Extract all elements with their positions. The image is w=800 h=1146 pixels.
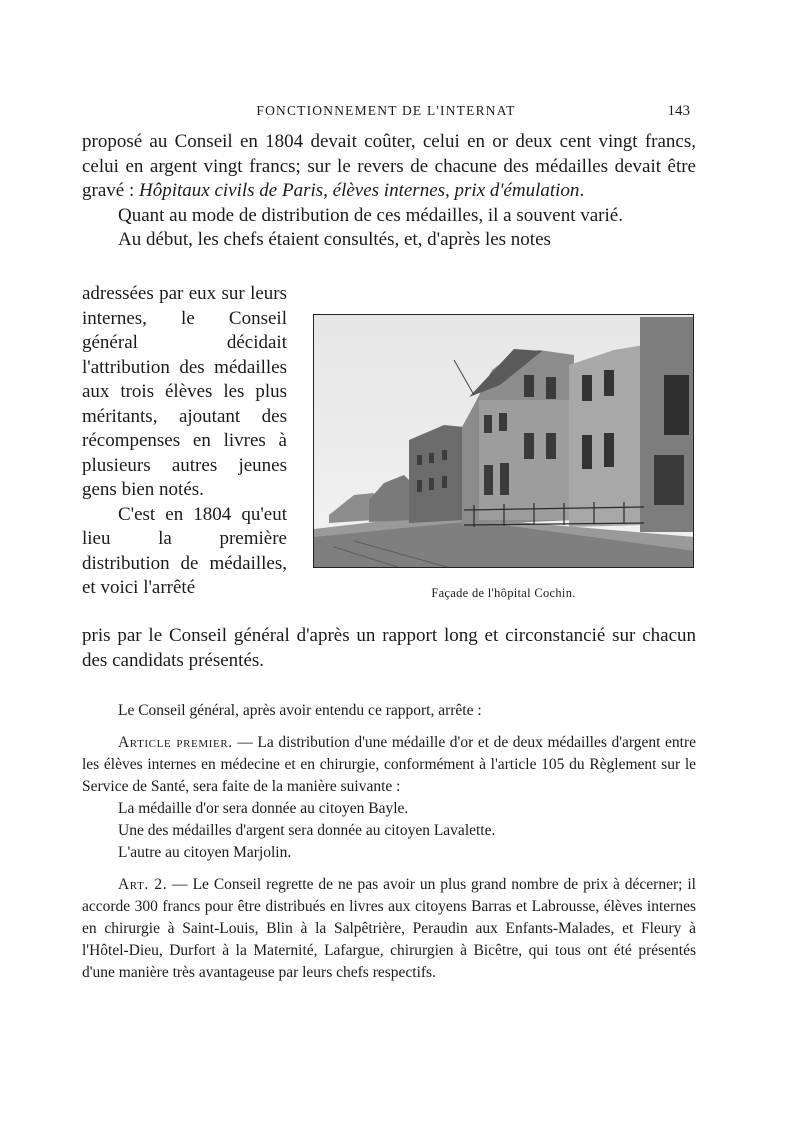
- paragraph-wrapped: adressées par eux sur leurs internes, le Conseil général décidait l'attribution des médailles aux trois élèves les plus méritants, ajoutant des récompenses en livres à plusieurs autres jeunes gens bien notés.: [82, 283, 287, 500]
- article-2-label: Art. 2.: [118, 876, 168, 893]
- paragraph-debut-first-line: Au début, les chefs étaient consultés, et, d'après les notes: [118, 229, 551, 250]
- article-1: [82, 732, 696, 798]
- para1-text: proposé au Conseil en 1804 devait coûter, celui en or deux cent vingt francs, celui en argent vingt francs; sur le revers de chacune des médailles devait être gravé :: [82, 131, 696, 201]
- article-1-text: — La distribution d'une médaille d'or et de deux médailles d'argent entre les élèves internes en médecine et en chirurgie, conformément à l'article 105 du Règlement sur le Service de Santé, sera faite de la manière suivante :: [82, 734, 696, 795]
- intro-text: [82, 130, 696, 253]
- running-title: FONCTIONNEMENT DE L'INTERNAT: [256, 103, 516, 118]
- paragraph-tail: pris par le Conseil général d'après un rapport long et circonstancié sur chacun des candidats présentés.: [82, 625, 696, 671]
- para1-end: .: [579, 180, 585, 201]
- article-2: [82, 874, 696, 984]
- decree-item-silver-1: Une des médailles d'argent sera donnée au citoyen Lavalette.: [118, 822, 496, 839]
- tail-text: [82, 624, 696, 673]
- figure-caption: Façade de l'hôpital Cochin.: [431, 586, 576, 600]
- decree-text: [82, 700, 696, 984]
- paragraph-medals-cost: [82, 130, 696, 204]
- hospital-photo: [313, 314, 694, 568]
- paragraph-1804: C'est en 1804 qu'eut lieu la première distribution de médailles, et voici l'arrêté: [82, 503, 287, 598]
- inscription-italic: Hôpitaux civils de Paris, élèves internes, prix d'émulation: [138, 180, 580, 201]
- decree-item-silver-2: L'autre au citoyen Marjolin.: [118, 844, 292, 861]
- article-2-text: — Le Conseil regrette de ne pas avoir un plus grand nombre de prix à décerner; il accorde 300 francs pour être distribués en livres aux citoyens Barras et Labrousse, élèves internes en chirurgie à Saint-Louis, Blin à la Salpêtrière, Peraudin aux Enfants-Malades, et Fleury à l'Hôtel-Dieu, Durfort à la Maternité, Lafargue, chirurgien à Bicêtre, qui tous ont été présentés d'une manière très avantageuse par leurs chefs respectifs.: [82, 876, 696, 981]
- wrapped-text-column: [82, 282, 287, 601]
- article-1-label: Article premier.: [118, 734, 233, 751]
- decree-lead: Le Conseil général, après avoir entendu ce rapport, arrête :: [118, 702, 482, 719]
- running-head: [82, 103, 690, 123]
- facade-illustration: [314, 315, 694, 568]
- paragraph-distribution: Quant au mode de distribution de ces médailles, il a souvent varié.: [118, 204, 623, 226]
- decree-item-gold: La médaille d'or sera donnée au citoyen Bayle.: [118, 800, 409, 817]
- page-number: 143: [667, 103, 690, 119]
